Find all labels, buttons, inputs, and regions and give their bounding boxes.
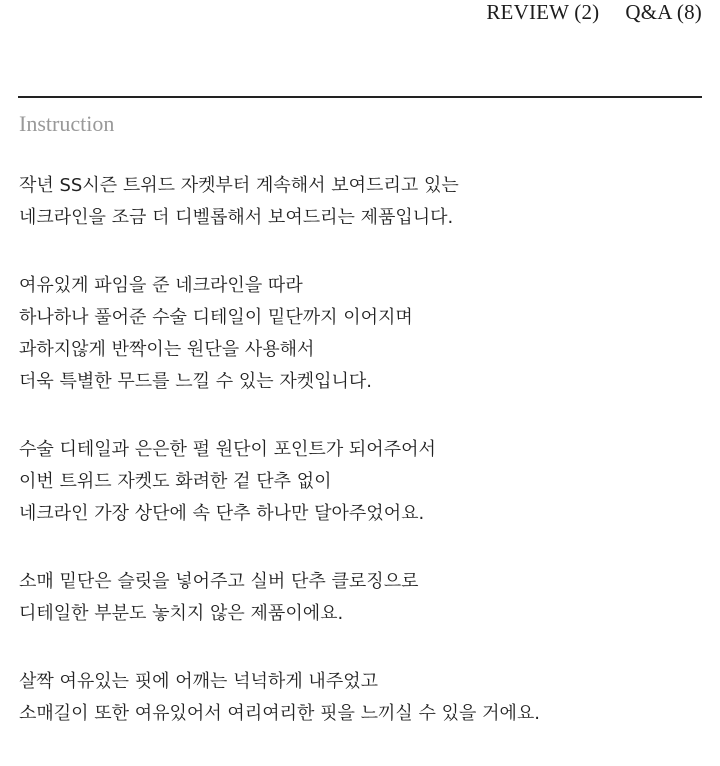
description-line: 더욱 특별한 무드를 느낄 수 있는 자켓입니다. [19, 371, 373, 392]
description-line: 네크라인을 조금 더 디벨롭해서 보여드리는 제품입니다. [19, 207, 454, 228]
description-line: 소매길이 또한 여유있어서 여리여리한 핏을 느끼실 수 있을 거에요. [19, 703, 540, 724]
description-line: 하나하나 풀어준 수술 디테일이 밑단까지 이어지며 [19, 307, 413, 328]
description-line: 디테일한 부분도 놓치지 않은 제품이에요. [19, 603, 344, 624]
description-line: 살짝 여유있는 핏에 어깨는 넉넉하게 내주었고 [19, 671, 378, 692]
description-line: 이번 트위드 자켓도 화려한 겉 단추 없이 [19, 471, 332, 492]
section-title: Instruction [19, 111, 115, 136]
paragraph [19, 170, 710, 234]
paragraph [19, 270, 710, 398]
description-line: 과하지않게 반짝이는 원단을 사용해서 [19, 339, 315, 360]
tab-review[interactable]: REVIEW (2) [486, 0, 600, 24]
tab-qa[interactable]: Q&A (8) [625, 0, 702, 24]
product-tabs [486, 0, 702, 26]
description-line: 소매 밑단은 슬릿을 넣어주고 실버 단추 클로징으로 [19, 571, 419, 592]
description-line: 작년 SS시즌 트위드 자켓부터 계속해서 보여드리고 있는 [19, 175, 459, 196]
paragraph [19, 566, 710, 630]
description-body [19, 170, 710, 766]
description-line: 수술 디테일과 은은한 펄 원단이 포인트가 되어주어서 [19, 439, 436, 460]
paragraph [19, 434, 710, 530]
paragraph [19, 666, 710, 730]
description-line: 네크라인 가장 상단에 속 단추 하나만 달아주었어요. [19, 503, 425, 524]
section-divider [18, 96, 702, 98]
description-line: 여유있게 파임을 준 네크라인을 따라 [19, 275, 303, 296]
